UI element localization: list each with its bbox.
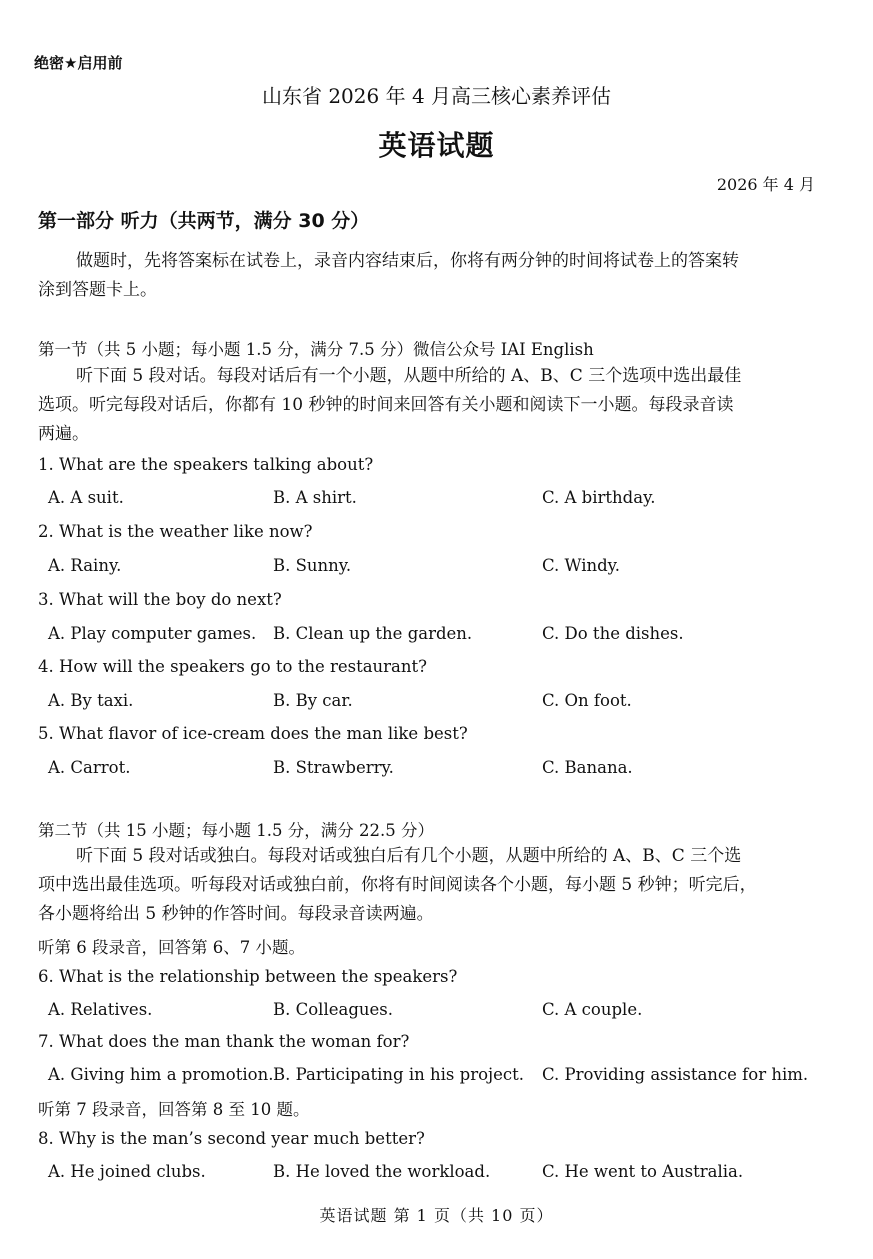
confidential-label: 绝密★启用前 xyxy=(34,54,123,72)
question-3-option-b: B. Clean up the garden. xyxy=(273,624,473,643)
question-1-option-c: C. A birthday. xyxy=(542,488,656,507)
section2-note-dialogue6: 听第 6 段录音，回答第 6、7 小题。 xyxy=(38,938,305,957)
question-7-option-a: A. Giving him a promotion. xyxy=(48,1065,274,1084)
part1-instruction-line1: 做题时，先将答案标在试卷上，录音内容结束后，你将有两分钟的时间将试卷上的答案转 xyxy=(76,251,739,271)
section1-instruction-line3: 两遍。 xyxy=(38,424,89,444)
question-7-option-c: C. Providing assistance for him. xyxy=(542,1065,809,1084)
question-6-option-b: B. Colleagues. xyxy=(273,1000,393,1019)
section2-instruction-line3: 各小题将给出 5 秒钟的作答时间。每段录音读两遍。 xyxy=(38,904,434,924)
section1-instruction-line2: 选项。听完每段对话后，你都有 10 秒钟的时间来回答有关小题和阅读下一小题。每段录音读 xyxy=(38,395,734,415)
page-footer: 英语试题 第 1 页（共 10 页） xyxy=(319,1206,554,1225)
section1-title: 第一节（共 5 小题；每小题 1.5 分，满分 7.5 分）微信公众号 IAI English xyxy=(38,340,594,359)
question-6-stem: 6. What is the relationship between the speakers? xyxy=(38,967,458,986)
question-2-option-c: C. Windy. xyxy=(542,556,621,575)
section1-instruction-line1: 听下面 5 段对话。每段对话后有一个小题，从题中所给的 A、B、C 三个选项中选出最佳 xyxy=(76,366,742,386)
exam-title: 山东省 2026 年 4 月高三核心素养评估 xyxy=(261,84,612,108)
question-4-stem: 4. How will the speakers go to the restaurant? xyxy=(38,657,427,676)
part1-title: 第一部分 听力（共两节，满分 30 分） xyxy=(38,210,370,232)
question-3-option-a: A. Play computer games. xyxy=(48,624,257,643)
question-2-option-a: A. Rainy. xyxy=(48,556,122,575)
question-3-stem: 3. What will the boy do next? xyxy=(38,590,282,609)
section2-instruction-line2: 项中选出最佳选项。听每段对话或独白前，你将有时间阅读各个小题，每小题 5 秒钟；听完后， xyxy=(38,875,757,895)
question-1-option-b: B. A shirt. xyxy=(273,488,357,507)
question-2-stem: 2. What is the weather like now? xyxy=(38,522,313,541)
question-4-option-c: C. On foot. xyxy=(542,691,632,710)
question-3-option-c: C. Do the dishes. xyxy=(542,624,684,643)
question-8-option-c: C. He went to Australia. xyxy=(542,1162,744,1181)
question-5-option-c: C. Banana. xyxy=(542,758,633,777)
question-6-option-c: C. A couple. xyxy=(542,1000,643,1019)
question-4-option-a: A. By taxi. xyxy=(48,691,134,710)
subject-title: 英语试题 xyxy=(378,129,495,162)
section2-title: 第二节（共 15 小题；每小题 1.5 分，满分 22.5 分） xyxy=(38,821,434,840)
question-5-option-b: B. Strawberry. xyxy=(273,758,394,777)
question-8-option-a: A. He joined clubs. xyxy=(48,1162,206,1181)
question-1-stem: 1. What are the speakers talking about? xyxy=(38,455,374,474)
question-1-option-a: A. A suit. xyxy=(48,488,124,507)
question-7-option-b: B. Participating in his project. xyxy=(273,1065,525,1084)
exam-date: 2026 年 4 月 xyxy=(716,175,815,194)
question-7-stem: 7. What does the man thank the woman for? xyxy=(38,1032,410,1051)
question-4-option-b: B. By car. xyxy=(273,691,353,710)
question-5-stem: 5. What flavor of ice-cream does the man like best? xyxy=(38,724,468,743)
question-6-option-a: A. Relatives. xyxy=(48,1000,153,1019)
question-8-stem: 8. Why is the man’s second year much better? xyxy=(38,1129,425,1148)
question-8-option-b: B. He loved the workload. xyxy=(273,1162,491,1181)
part1-instruction-line2: 涂到答题卡上。 xyxy=(38,280,157,300)
section2-instruction-line1: 听下面 5 段对话或独白。每段对话或独白后有几个小题，从题中所给的 A、B、C 三个选 xyxy=(76,846,742,866)
question-5-option-a: A. Carrot. xyxy=(48,758,131,777)
section2-note-dialogue7: 听第 7 段录音，回答第 8 至 10 题。 xyxy=(38,1100,310,1119)
question-2-option-b: B. Sunny. xyxy=(273,556,352,575)
